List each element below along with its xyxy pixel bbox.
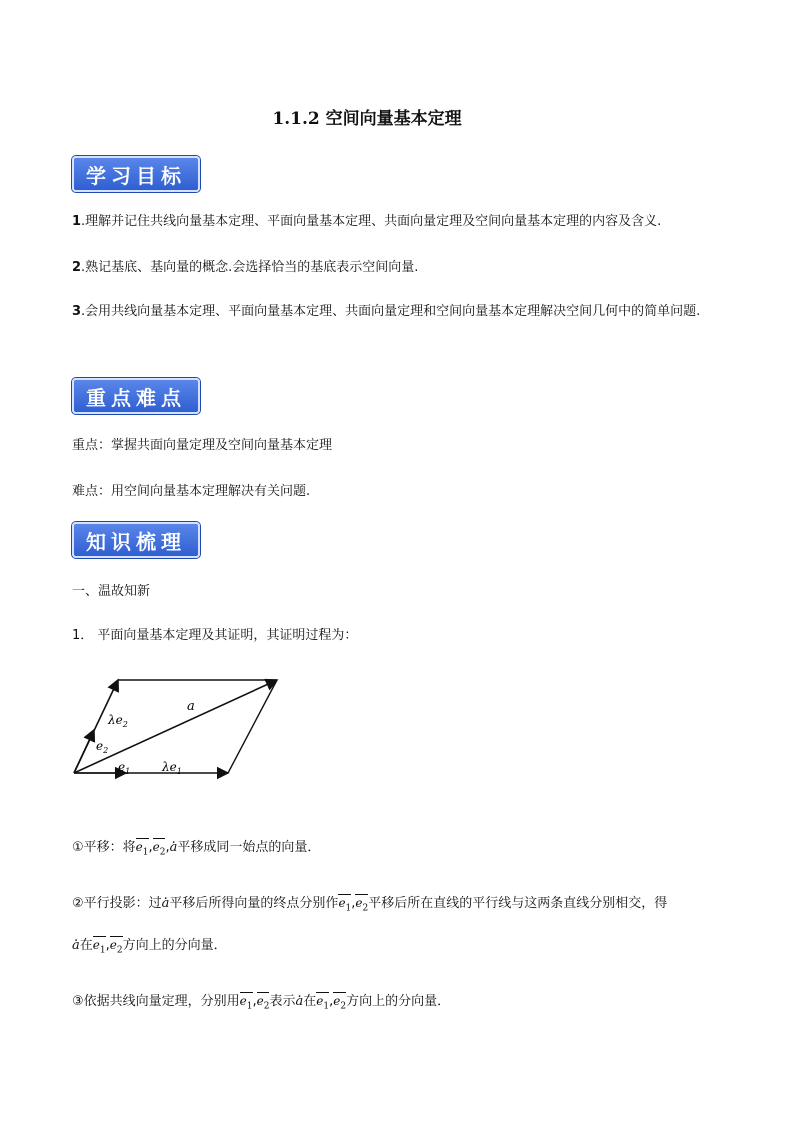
difficult-point: 难点：用空间向量基本定理解决有关问题.: [72, 484, 311, 499]
item-1: 1． 平面向量基本定理及其证明，其证明过程为：: [72, 628, 358, 643]
section-badge-keys: 重点难点: [72, 378, 200, 414]
step-3: ③依据共线向量定理，分别用$e_1,e_2$表示. a在$e_1,e_2$方向上的分向量．: [72, 992, 450, 1013]
right-edge: [228, 680, 277, 773]
goal-3: 3.会用共线向量基本定理、平面向量基本定理、共面向量定理和空间向量基本定理解决空间几何中的简单问题.: [72, 304, 701, 319]
review-heading: 一、温故知新: [72, 584, 151, 599]
label-e1: $e_1$: [118, 760, 131, 776]
section-badge-goals: 学习目标: [72, 156, 200, 192]
label-lambda-e1: $\lambda e_1$: [162, 760, 182, 776]
key-point: 重点：掌握共面向量定理及空间向量基本定理: [72, 438, 333, 453]
goal-1: 1.理解并记住共线向量基本定理、平面向量基本定理、共面向量定理及空间向量基本定理的内容及含义.: [72, 214, 662, 229]
label-e2: $e_2$: [96, 739, 109, 755]
step-2-line-1: ②平行投影：过. a平移后所得向量的终点分别作$e_1,e_2$平移后所在直线的平行线与这两条直线分别相交，得: [72, 894, 667, 915]
parallelogram-figure: [70, 672, 290, 782]
step-2-line-2: . a在$e_1,e_2$方向上的分向量．: [72, 936, 227, 957]
page-title: 1.1.2 空间向量基本定理: [272, 109, 462, 129]
goal-2: 2.熟记基底、基向量的概念.会选择恰当的基底表示空间向量.: [72, 260, 419, 275]
label-lambda-e2: $\lambda e_2$: [108, 713, 128, 729]
e2-arrow: [74, 730, 94, 773]
section-badge-knowledge: 知识梳理: [72, 522, 200, 558]
step-1: ①平移：将$e_1,e_2$,. a平移成同一始点的向量．: [72, 838, 320, 859]
label-a: a: [187, 699, 195, 714]
